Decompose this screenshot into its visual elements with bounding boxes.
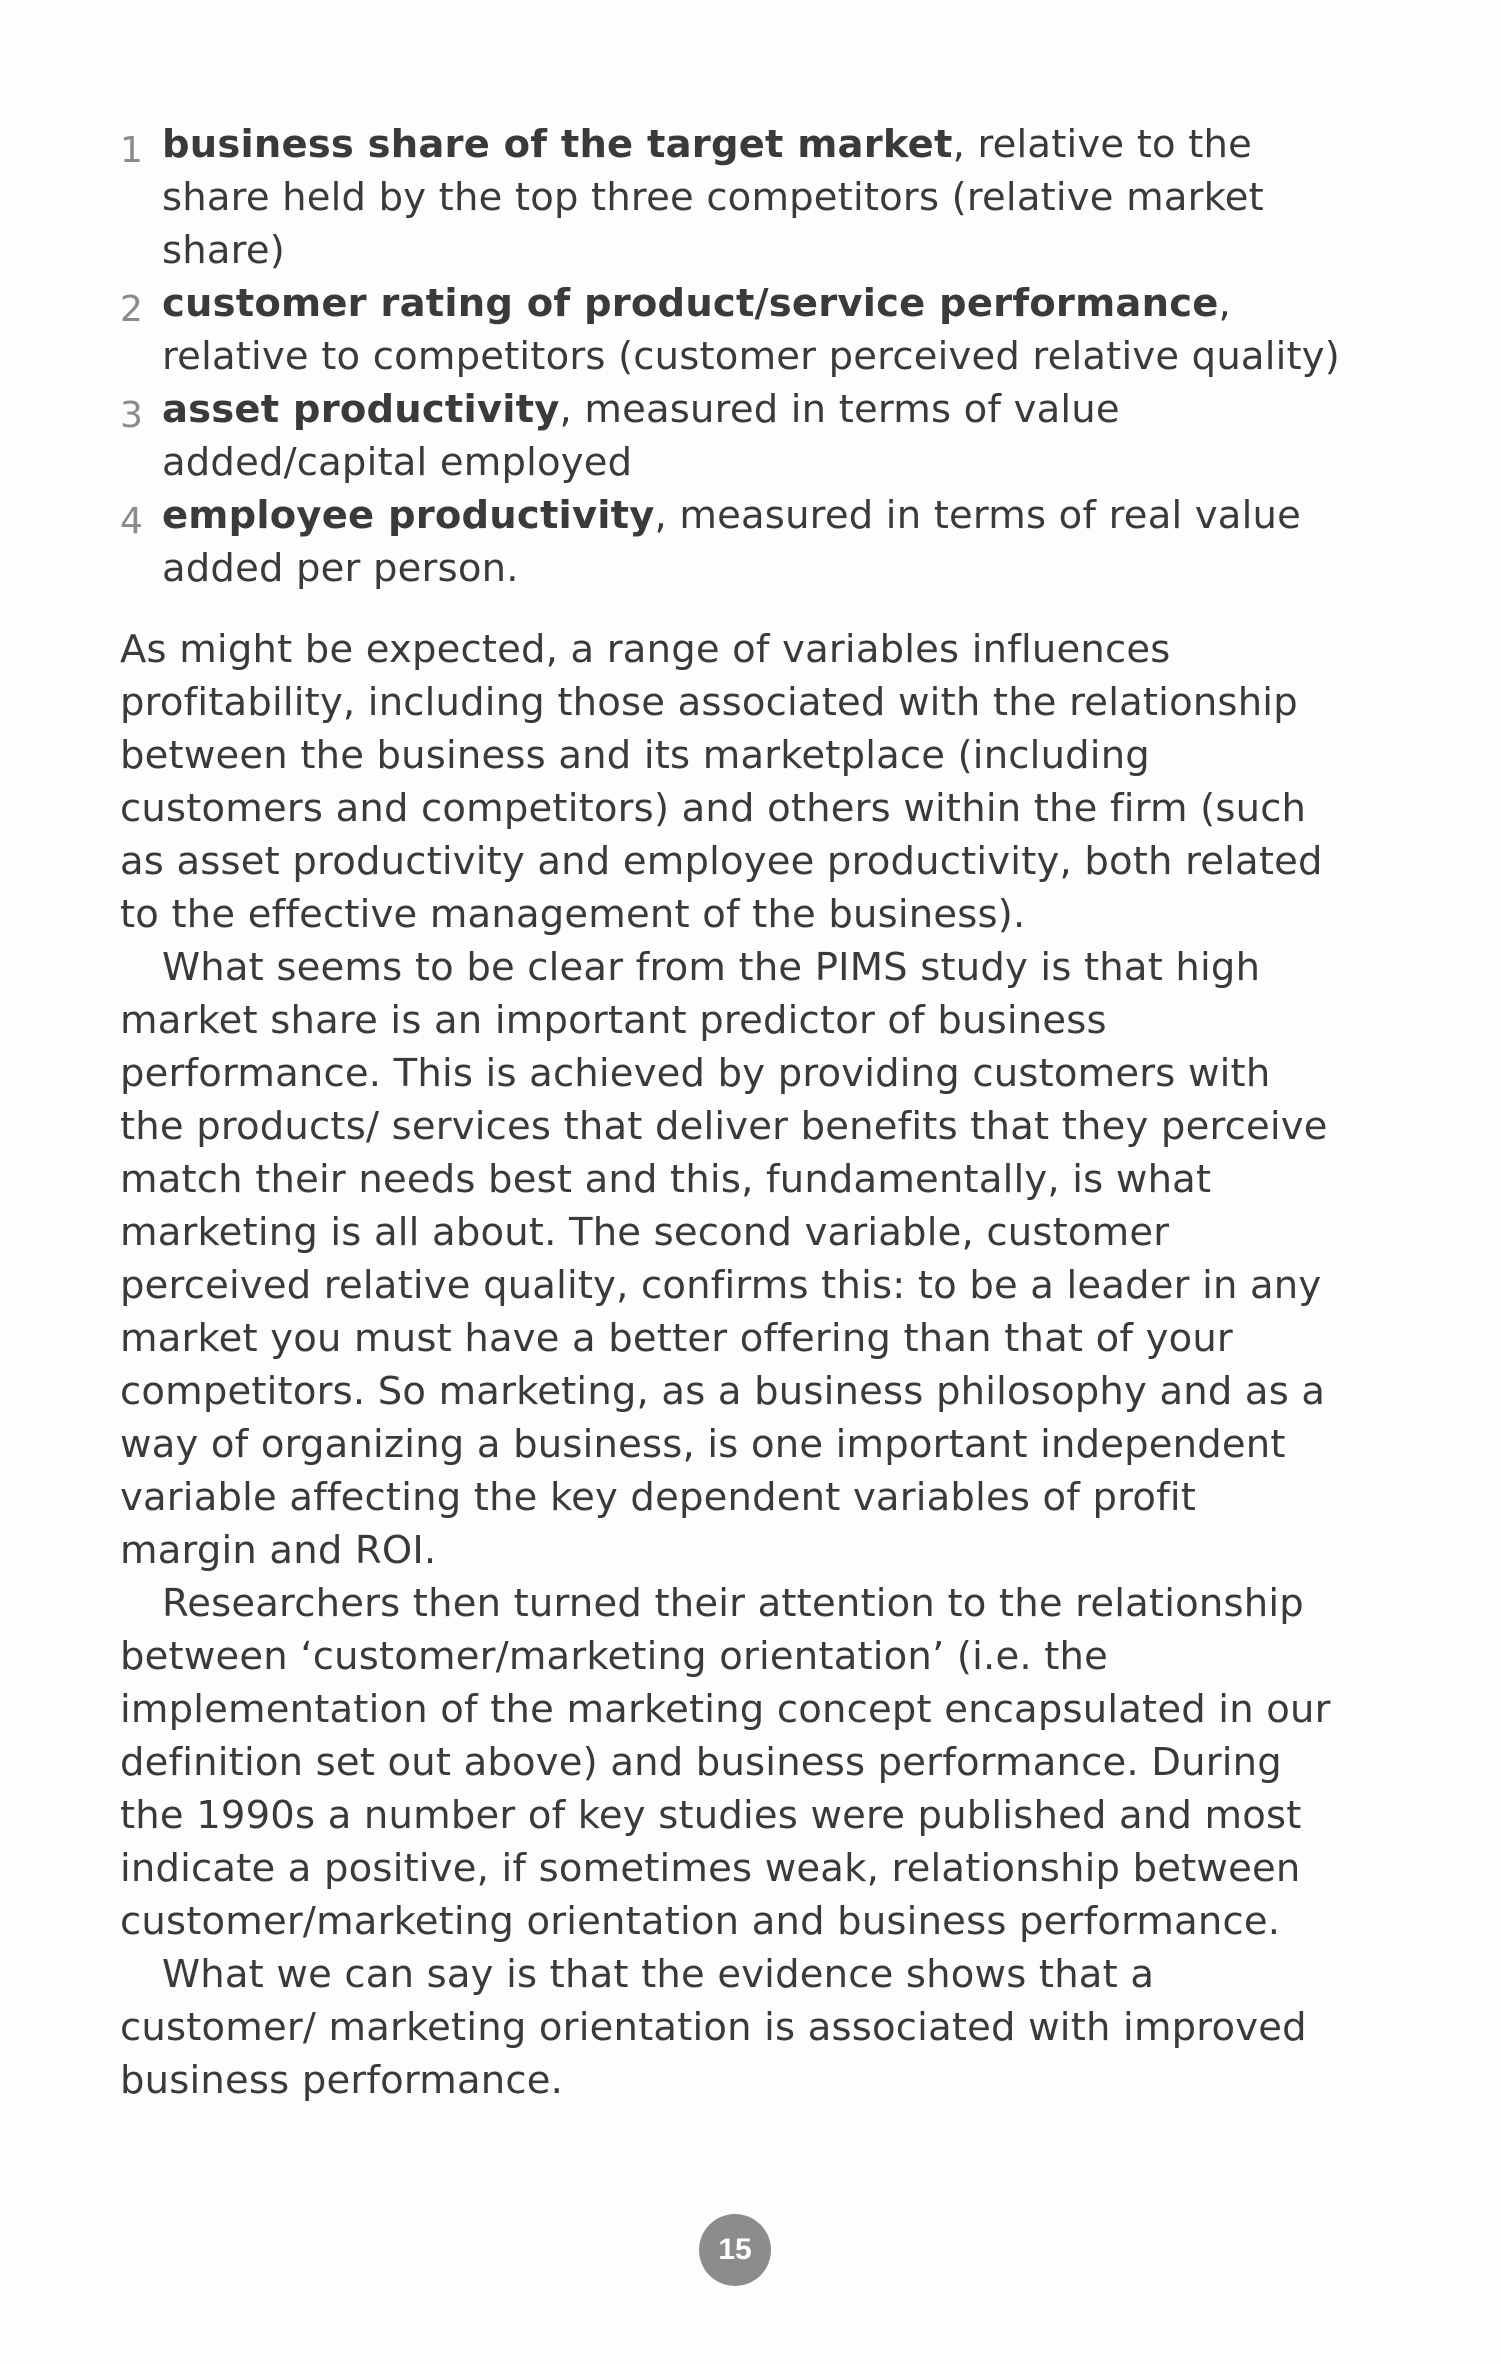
list-term: employee productivity	[162, 493, 655, 538]
list-term: business share of the target market	[162, 122, 953, 167]
list-number: 1	[120, 130, 144, 171]
list-number: 3	[120, 395, 144, 436]
list-description: , relative to the share held by the top three competitors (relative market share)	[162, 122, 1264, 273]
numbered-list	[120, 118, 1345, 595]
list-item	[120, 277, 1345, 383]
list-item	[120, 118, 1345, 277]
paragraph: What seems to be clear from the PIMS study is that high market share is an important predictor of business performance. This is achieved by providing customers with the products/ services that deliver benefits that they perceive match their needs best and this, fundamentally, is what marketing is all about. The second variable, customer perceived relative quality, confirms this: to be a leader in any market you must have a better offering than that of your competitors. So marketing, as a business philosophy and as a way of organizing a business, is one important independent variable affecting the key dependent variables of profit margin and ROI.	[120, 945, 1328, 1573]
paragraph: What we can say is that the evidence shows that a customer/ marketing orientation is associated with improved business performance.	[120, 1952, 1307, 2103]
list-term: customer rating of product/service performance	[162, 281, 1219, 326]
list-description: , measured in terms of value added/capital employed	[162, 387, 1120, 485]
list-number: 4	[120, 501, 144, 542]
list-description: , measured in terms of real value added per person.	[162, 493, 1301, 591]
page-content	[120, 118, 1345, 2107]
list-term: asset productivity	[162, 387, 560, 432]
list-item	[120, 383, 1345, 489]
list-description: , relative to competitors (customer perceived relative quality)	[162, 281, 1341, 379]
body-text	[120, 623, 1345, 2107]
list-item	[120, 489, 1345, 595]
paragraph: As might be expected, a range of variables influences profitability, including those associated with the relationship between the business and its marketplace (including customers and competitors) and others within the firm (such as asset productivity and employee productivity, both related to the effective management of the business).	[120, 627, 1323, 937]
list-number: 2	[120, 289, 144, 330]
paragraph: Researchers then turned their attention to the relationship between ‘customer/marketing orientation’ (i.e. the implementation of the marketing concept encapsulated in our definition set out above) and business performance. During the 1990s a number of key studies were published and most indicate a positive, if sometimes weak, relationship between customer/marketing orientation and business performance.	[120, 1581, 1331, 1944]
page-number-badge: 15	[699, 2214, 771, 2286]
